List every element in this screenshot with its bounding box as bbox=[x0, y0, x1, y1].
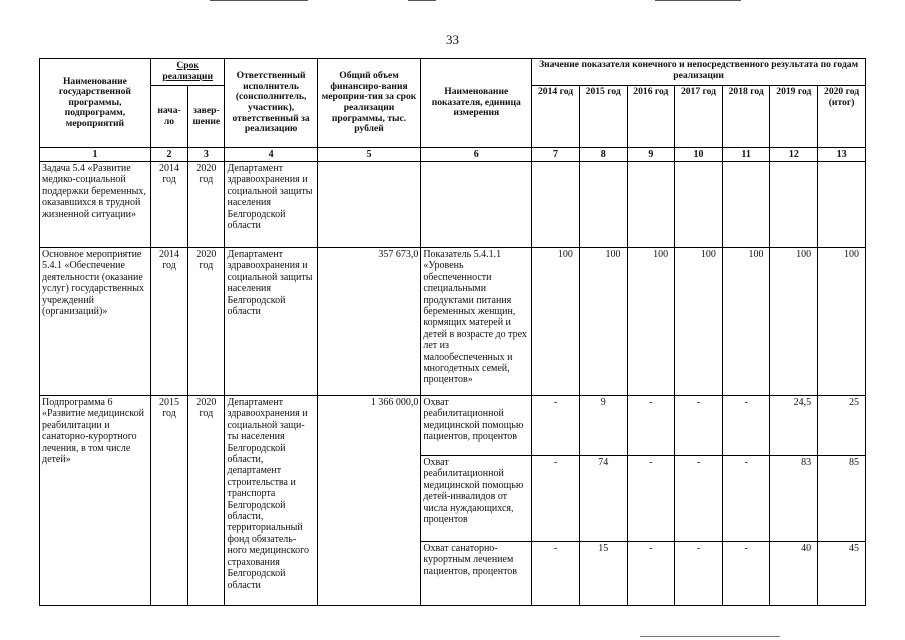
column-number: 7 bbox=[532, 148, 580, 162]
header-indicator: Наименование показателя, единица измерения bbox=[421, 59, 532, 148]
value-2016: 100 bbox=[627, 248, 675, 396]
value-2019: 40 bbox=[770, 542, 818, 606]
funding: 357 673,0 bbox=[317, 248, 421, 396]
header-funding: Общий объем финансиро-вания мероприя-тия за срок реализации программы, тыс. рублей bbox=[317, 59, 421, 148]
header-year-2017: 2017 год bbox=[675, 86, 723, 148]
column-number: 3 bbox=[188, 148, 225, 162]
scan-artifact-line bbox=[640, 636, 780, 637]
value-2019: 100 bbox=[770, 248, 818, 396]
value-2017: - bbox=[675, 396, 723, 456]
start-year: 2014 год bbox=[150, 162, 187, 248]
column-number: 9 bbox=[627, 148, 675, 162]
value-2018: - bbox=[722, 396, 770, 456]
value-2014: - bbox=[532, 456, 580, 542]
header-year-2020: 2020 год (итог) bbox=[818, 86, 866, 148]
column-number: 2 bbox=[150, 148, 187, 162]
value-2017: 100 bbox=[675, 248, 723, 396]
header-start: нача-ло bbox=[150, 86, 187, 148]
header-year-2016: 2016 год bbox=[627, 86, 675, 148]
value-2016: - bbox=[627, 396, 675, 456]
header-year-2018: 2018 год bbox=[722, 86, 770, 148]
indicator: Охват реабилитационной медицинской помощью пациентов, процентов bbox=[421, 396, 532, 456]
value-2018: - bbox=[722, 542, 770, 606]
value-2014: - bbox=[532, 396, 580, 456]
value-2015: 15 bbox=[579, 542, 627, 606]
column-number: 12 bbox=[770, 148, 818, 162]
task-name: Задача 5.4 «Развитие медико-социальной поддержки беременных, оказавшихся в трудной жизненной ситуации» bbox=[40, 162, 151, 248]
value-2014: 100 bbox=[532, 248, 580, 396]
activity-name: Основное мероприятие 5.4.1 «Обеспечение деятельности (оказание услуг) государственных учреждений (организаций)» bbox=[40, 248, 151, 396]
value-2017: - bbox=[675, 542, 723, 606]
program-table bbox=[39, 58, 866, 606]
value-empty bbox=[770, 162, 818, 248]
value-2015: 74 bbox=[579, 456, 627, 542]
value-empty bbox=[627, 162, 675, 248]
value-2016: - bbox=[627, 456, 675, 542]
value-2020: 85 bbox=[818, 456, 866, 542]
header-end: завер-шение bbox=[188, 86, 225, 148]
header-year-2015: 2015 год bbox=[579, 86, 627, 148]
header-term: Срок реализации bbox=[150, 59, 225, 86]
subprogram-name: Подпрограмма 6 «Развитие медицинской реабилитации и санаторно-курортного лечения, в том числе детей» bbox=[40, 396, 151, 606]
value-empty bbox=[722, 162, 770, 248]
column-number: 4 bbox=[225, 148, 317, 162]
column-number-row bbox=[40, 148, 866, 162]
responsible: Департамент здравоохранения и социальной защиты населения Белгородской области bbox=[225, 162, 317, 248]
value-empty bbox=[818, 162, 866, 248]
scan-artifact-line bbox=[655, 0, 741, 1]
responsible: Департамент здравоохранения и социальной защиты населения Белгородской области bbox=[225, 248, 317, 396]
column-number: 13 bbox=[818, 148, 866, 162]
value-2015: 100 bbox=[579, 248, 627, 396]
value-2019: 83 bbox=[770, 456, 818, 542]
indicator: Охват санаторно-курортным лечением пациентов, процентов bbox=[421, 542, 532, 606]
value-2019: 24,5 bbox=[770, 396, 818, 456]
value-2016: - bbox=[627, 542, 675, 606]
column-number: 1 bbox=[40, 148, 151, 162]
end-year: 2020 год bbox=[188, 248, 225, 396]
funding-empty bbox=[317, 162, 421, 248]
header-year-2014: 2014 год bbox=[532, 86, 580, 148]
column-number: 5 bbox=[317, 148, 421, 162]
value-2015: 9 bbox=[579, 396, 627, 456]
end-year: 2020 год bbox=[188, 396, 225, 606]
table-row bbox=[40, 396, 866, 456]
start-year: 2014 год bbox=[150, 248, 187, 396]
table-row bbox=[40, 162, 866, 248]
scan-artifact-line bbox=[408, 0, 436, 1]
column-number: 10 bbox=[675, 148, 723, 162]
funding: 1 366 000,0 bbox=[317, 396, 421, 606]
value-2018: 100 bbox=[722, 248, 770, 396]
column-number: 8 bbox=[579, 148, 627, 162]
header-values: Значение показателя конечного и непосредственного результата по годам реализации bbox=[532, 59, 866, 86]
indicator: Показатель 5.4.1.1 «Уровень обеспеченности специальными продуктами питания беременных женщин, кормящих матерей и детей в возрасте до трех лет из малообеспеченных и многодетных семей, процентов» bbox=[421, 248, 532, 396]
responsible: Департамент здравоохранения и социальной защи-ты населения Белгородской области, департамент строительства и транспорта Белгородской области, территориальный фонд обязатель-ного медицинского страхования Белгородской области bbox=[225, 396, 317, 606]
column-number: 11 bbox=[722, 148, 770, 162]
value-2020: 25 bbox=[818, 396, 866, 456]
end-year: 2020 год bbox=[188, 162, 225, 248]
header-year-2019: 2019 год bbox=[770, 86, 818, 148]
value-2017: - bbox=[675, 456, 723, 542]
value-empty bbox=[675, 162, 723, 248]
value-2014: - bbox=[532, 542, 580, 606]
table-row bbox=[40, 248, 866, 396]
value-2020: 45 bbox=[818, 542, 866, 606]
scan-artifact-line bbox=[210, 0, 308, 1]
value-empty bbox=[579, 162, 627, 248]
value-2020: 100 bbox=[818, 248, 866, 396]
header-responsible: Ответственный исполнитель (соисполнитель, участник), ответственный за реализацию bbox=[225, 59, 317, 148]
column-number: 6 bbox=[421, 148, 532, 162]
value-2018: - bbox=[722, 456, 770, 542]
start-year: 2015 год bbox=[150, 396, 187, 606]
indicator-empty bbox=[421, 162, 532, 248]
page-number: 33 bbox=[446, 32, 459, 47]
value-empty bbox=[532, 162, 580, 248]
header-name: Наименование государственной программы, подпрограмм, мероприятий bbox=[40, 59, 151, 148]
indicator: Охват реабилитационной медицинской помощью детей-инвалидов от числа нуждающихся, процентов bbox=[421, 456, 532, 542]
